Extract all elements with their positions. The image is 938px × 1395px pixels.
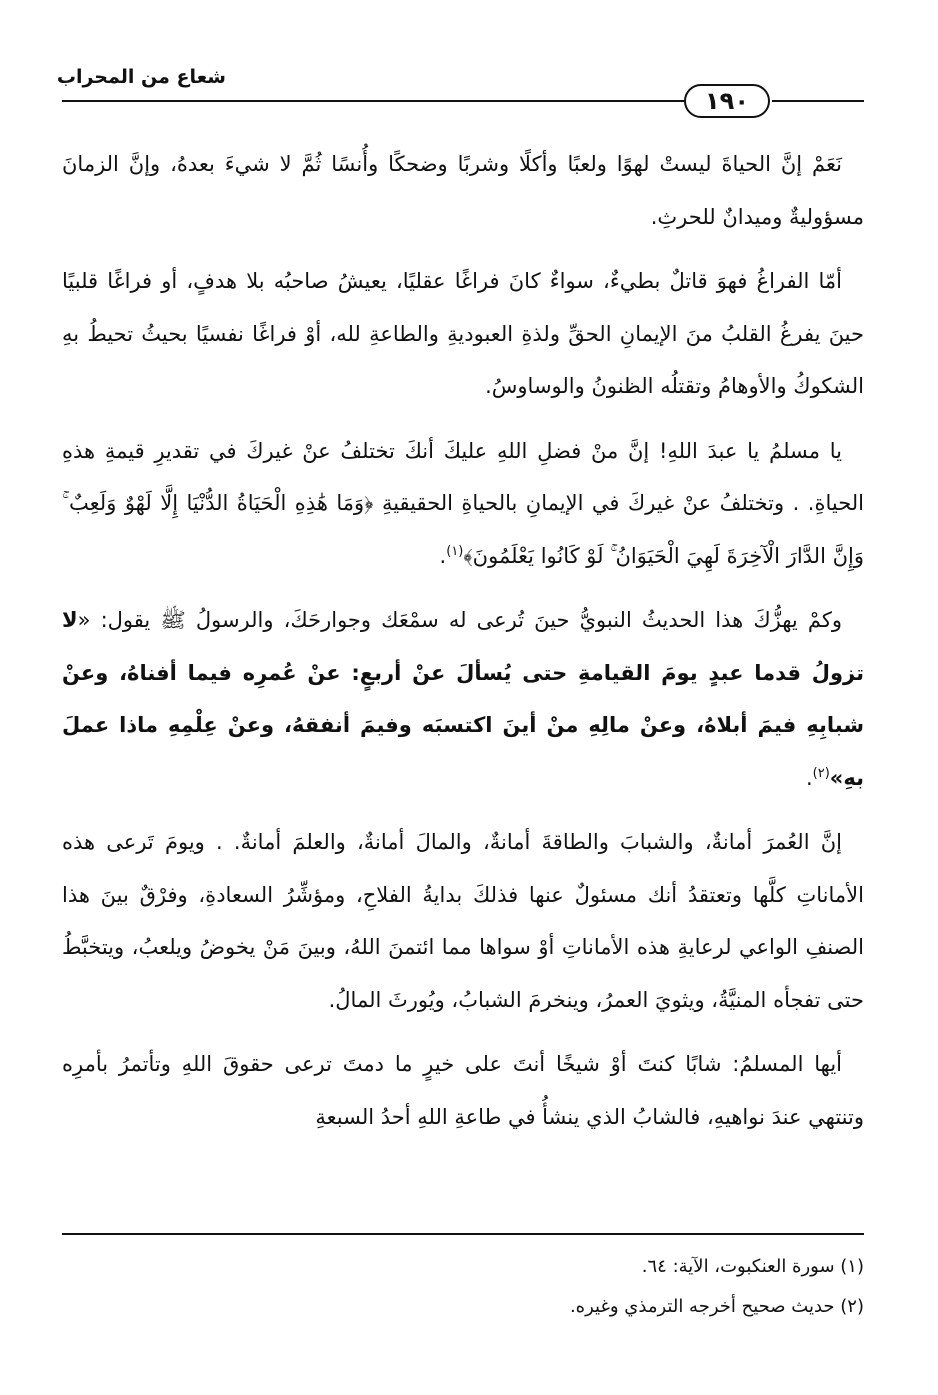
quran-verse: ﴿وَمَا هَٰذِهِ الْحَيَاةُ الدُّنْيَا إِلَّا لَهْوٌ وَلَعِبٌ ۚ وَإِنَّ الدَّارَ الْآخِرَةَ لَهِيَ الْحَيَوَانُ ۚ لَوْ كَانُوا يَعْلَمُونَ﴾ bbox=[62, 491, 864, 568]
header-rule bbox=[62, 100, 684, 102]
page-number-badge: ١٩٠ bbox=[684, 84, 770, 118]
hadith-quote: لا تزولُ قدما عبدٍ يومَ القيامةِ حتى يُسألَ عنْ أربعٍ: عنْ عُمرِه فيما أفناهُ، وعنْ شبابِهِ فيمَ أبلاهُ، وعنْ مالِهِ منْ أينَ اكتسبَه وفيمَ أنفقهُ، وعنْ عِلْمِهِ ماذا عملَ بهِ bbox=[62, 608, 864, 790]
footnote-marker: (٢) bbox=[812, 765, 830, 781]
paragraph: أمّا الفراغُ فهوَ قاتلٌ بطيءٌ، سواءٌ كانَ فراغًا عقليًا، يعيشُ صاحبُه بلا هدفٍ، أو فراغًا قلبيًا حينَ يفرغُ القلبُ منَ الإيمانِ الحقِّ ولذةِ العبوديةِ والطاعةِ لله، أوْ فراغًا نفسيًا بحيثُ تحيطُ بهِ الشكوكُ والأوهامُ وتقتلُه الظنونُ والوساوسُ. bbox=[62, 269, 864, 398]
paragraph-text: وكمْ يهزُّكَ هذا الحديثُ النبويُّ حينَ تُرعى له سمْعَك وجوارحَكَ، والرسولُ ﷺ يقول: « bbox=[77, 608, 842, 632]
paragraph: نَعَمْ إنَّ الحياةَ ليستْ لهوًا ولعبًا وأكلًا وشربًا وضحكًا وأُنسًا ثُمَّ لا شيءَ بعدهُ، وإنَّ الزمانَ مسؤوليةٌ وميدانٌ للحرثِ. bbox=[62, 152, 864, 229]
footnote-rule bbox=[62, 1233, 864, 1235]
footnote: (٢) حديث صحيح أخرجه الترمذي وغيره. bbox=[569, 1296, 864, 1317]
running-head-title: شعاع من المحراب bbox=[56, 66, 226, 88]
paragraph-text: . bbox=[805, 765, 813, 790]
paragraph bbox=[62, 594, 864, 804]
paragraph-text: يا مسلمُ يا عبدَ اللهِ! إنَّ منْ فضلِ اللهِ عليكَ أنكَ تختلفُ عنْ غيركَ في تقديرِ قيمةِ هذهِ الحياةِ. . وتختلفُ عنْ غيركَ في الإيمانِ بالحياةِ الحقيقيةِ bbox=[62, 438, 864, 515]
quote-close: » bbox=[829, 765, 844, 790]
footnotes bbox=[62, 1247, 864, 1327]
body-text bbox=[62, 138, 864, 1143]
paragraph: إنَّ العُمرَ أمانةٌ، والشبابَ والطاقةَ أمانةٌ، والمالَ أمانةٌ، والعلمَ أمانةٌ. . ويومَ تَرعى هذه الأماناتِ كلَّها وتعتقدُ أنك مسئولٌ عنها فذلكَ بدايةُ الفلاحِ، ومؤشِّرُ السعادةِ، وفرْقٌ بينَ هذا الصنفِ الواعي لرعايةِ هذه الأماناتِ أوْ سواها مما ائتمنَ اللهُ، وبينَ مَنْ يخوضُ ويلعبُ، ويتخبَّطُ حتى تفجأه المنيَّةُ، ويثويَ العمرُ، وينخرمَ الشبابُ، ويُورثَ المالُ. bbox=[62, 830, 864, 1012]
footnote-marker: (١) bbox=[446, 543, 464, 559]
header-rule bbox=[772, 100, 864, 102]
paragraph bbox=[62, 425, 864, 583]
footnote: (١) سورة العنكبوت، الآية: ٦٤. bbox=[641, 1256, 864, 1277]
paragraph-text: . bbox=[439, 543, 447, 568]
paragraph: أيها المسلمُ: شابًا كنتَ أوْ شيخًا أنتَ على خيرٍ ما دمتَ ترعى حقوقَ اللهِ وتأتمرُ بأمرِه وتنتهي عندَ نواهيهِ، فالشابُ الذي ينشأُ في طاعةِ اللهِ أحدُ السبعةِ bbox=[62, 1052, 864, 1129]
